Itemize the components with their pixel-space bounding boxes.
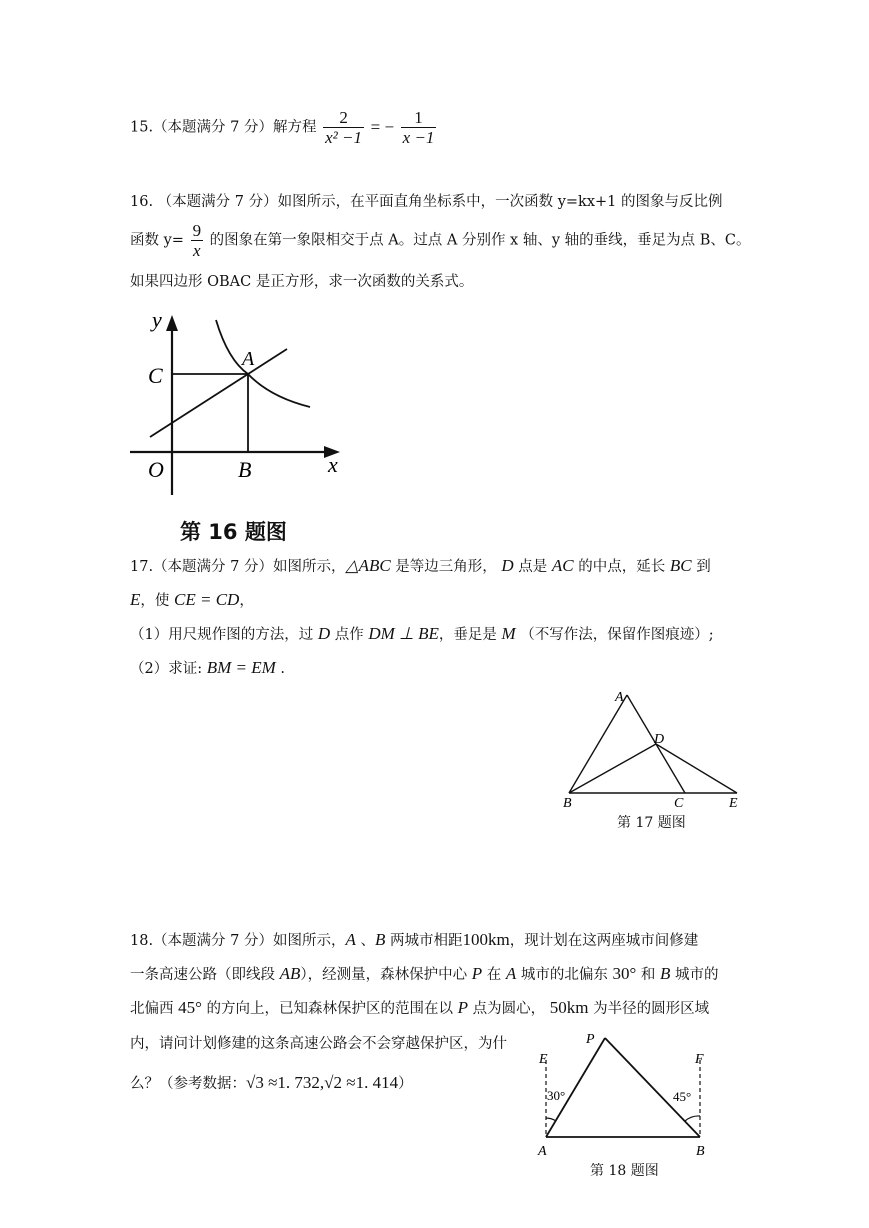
q18-line2-B: B — [660, 964, 671, 983]
q18-radius: 50km — [549, 998, 589, 1017]
q18-line2-g: 城市的北偏东 — [516, 967, 613, 983]
label-angle-30: 30° — [547, 1088, 566, 1103]
q16-figure — [130, 305, 355, 500]
q18-distance: 100km — [462, 930, 510, 949]
label-x: x — [328, 452, 338, 477]
q17-line1-g: 的中点，延长 — [573, 559, 670, 575]
q18-line2-i: 和 — [636, 967, 660, 983]
label-O: O — [148, 457, 164, 482]
q16-line2-pre: 函数 y= — [130, 232, 184, 249]
label-B: B — [563, 796, 572, 810]
q18-line1-a: 18.（本题满分 7 分）如图所示， — [130, 933, 346, 949]
q17-line4-c: . — [275, 661, 286, 677]
label-A: A — [242, 348, 255, 370]
label-A: A — [538, 1144, 547, 1159]
label-C: C — [674, 796, 684, 810]
q18-figure — [530, 1030, 720, 1160]
q18-line3-P: P — [457, 998, 469, 1017]
q18-point-P: P — [471, 964, 483, 983]
q18-caption: 第 18 题图 — [590, 1163, 659, 1179]
q16-fraction — [191, 221, 204, 260]
q18-line5-a: 么？（参考数据： — [130, 1076, 246, 1092]
q17-line3-D: D — [317, 624, 331, 643]
q18-line1 — [130, 930, 698, 951]
label-B: B — [238, 457, 252, 482]
q17-ce-eq-cd: CE = CD — [174, 590, 240, 609]
q18-line2 — [130, 964, 719, 985]
q18-reference-values: √3 ≈1. 732,√2 ≈1. 414 — [246, 1073, 399, 1092]
q18-line1-c: 、 — [355, 933, 376, 949]
q18-line5 — [130, 1073, 413, 1094]
segment-BA — [569, 695, 627, 793]
q17-line1-a: 17.（本题满分 7 分）如图所示， — [130, 559, 346, 575]
q16-line3: 如果四边形 OBAC 是正方形，求一次函数的关系式。 — [130, 274, 474, 290]
linear-function-line — [150, 349, 287, 437]
q18-line1-g: ，现计划在这两座城市间修建 — [509, 933, 699, 949]
label-C: C — [148, 363, 163, 388]
label-F: F — [695, 1052, 704, 1067]
q18-line5-c: ） — [398, 1076, 413, 1092]
q18-line2-e: 在 — [482, 967, 506, 983]
q15-equals: = − — [370, 117, 395, 137]
q15-rhs-numerator: 1 — [414, 108, 423, 127]
q17-dm-perp-be: DM ⊥ BE — [368, 624, 439, 643]
q15-lhs-numerator: 2 — [339, 108, 348, 127]
y-axis-arrow — [166, 315, 178, 331]
q17-line2 — [130, 590, 254, 611]
label-angle-45: 45° — [673, 1089, 692, 1104]
q17-line3-c: 点作 — [330, 627, 369, 643]
q17-line3-g: （不写作法，保留作图痕迹）; — [515, 627, 714, 643]
q15-lhs-denominator: x² −1 — [325, 128, 362, 147]
q16-line1: 16. （本题满分 7 分）如图所示，在平面直角坐标系中，一次函数 y=kx+1 的图象与反比例 — [130, 194, 723, 210]
q15-rhs-denominator: x −1 — [402, 128, 435, 147]
q17-line2-b: ，使 — [140, 593, 174, 609]
q17-line1-i: 到 — [691, 559, 711, 575]
q15-lhs-fraction — [323, 108, 364, 147]
q17-point-E: E — [130, 590, 141, 609]
q18-line2-A: A — [505, 964, 517, 983]
q17-line3 — [130, 624, 714, 645]
angle-arc-A — [546, 1118, 556, 1121]
q17-segment-BC: BC — [669, 556, 692, 575]
label-y: y — [152, 307, 162, 332]
q17-line4-a: （2）求证: — [130, 661, 207, 677]
q18-line4: 内，请问计划修建的这条高速公路会不会穿越保护区，为什 — [130, 1036, 507, 1052]
q18-line3-a: 北偏西 — [130, 1001, 179, 1017]
q17-point-M: M — [501, 624, 516, 643]
label-A: A — [615, 690, 624, 705]
q18-angle-45: 45° — [178, 998, 202, 1017]
q17-bm-eq-em: BM = EM — [206, 658, 276, 677]
q17-figure — [555, 685, 755, 810]
q17-line3-a: （1）用尺规作图的方法，过 — [130, 627, 318, 643]
angle-arc-B — [685, 1116, 700, 1121]
q18-line3-e: 点为圆心， — [468, 1001, 550, 1017]
q17-line1-e: 点是 — [513, 559, 552, 575]
q15-rhs-fraction — [401, 108, 437, 147]
q17-triangle-ABC: △ABC — [345, 556, 391, 575]
q18-line3-g: 为半径的圆形区域 — [588, 1001, 710, 1017]
label-D: D — [654, 732, 665, 747]
q16-line2 — [130, 221, 751, 260]
q17-segment-AC: AC — [551, 556, 574, 575]
q18-line2-a: 一条高速公路（即线段 — [130, 967, 280, 983]
q17-caption: 第 17 题图 — [617, 815, 686, 831]
q17-line3-e: ，垂足是 — [438, 627, 502, 643]
q16-frac-denominator: x — [191, 240, 204, 260]
segment-BP — [605, 1038, 700, 1137]
q17-line2-d: ， — [239, 593, 254, 609]
q18-line2-c: ），经测量，森林保护中心 — [300, 967, 472, 983]
q18-angle-30: 30° — [612, 964, 637, 983]
q18-city-B: B — [375, 930, 386, 949]
label-P: P — [586, 1032, 595, 1047]
q18-line3-c: 的方向上，已知森林保护区的范围在以 — [201, 1001, 458, 1017]
label-E: E — [539, 1052, 548, 1067]
q17-line1 — [130, 556, 711, 577]
q18-line1-e: 两城市相距 — [385, 933, 463, 949]
segment-DE — [656, 744, 737, 793]
q16-line2-post: 的图象在第一象限相交于点 A。过点 A 分别作 x 轴、y 轴的垂线，垂足为点 B、C。 — [209, 232, 751, 249]
q15-prefix: 15.（本题满分 7 分）解方程 — [130, 119, 317, 136]
q17-line1-c: 是等边三角形， — [390, 559, 502, 575]
q17-line4 — [130, 658, 285, 679]
q16-caption: 第 16 题图 — [180, 520, 287, 544]
label-E: E — [729, 796, 738, 810]
q18-segment-AB: AB — [279, 964, 301, 983]
segment-BD — [569, 744, 656, 793]
q18-line2-k: 城市的 — [670, 967, 719, 983]
q17-point-D: D — [501, 556, 514, 575]
q18-line3 — [130, 998, 709, 1019]
label-B: B — [696, 1144, 705, 1159]
q16-frac-numerator: 9 — [192, 221, 202, 240]
q18-city-A: A — [345, 930, 356, 949]
question-15 — [130, 108, 438, 147]
